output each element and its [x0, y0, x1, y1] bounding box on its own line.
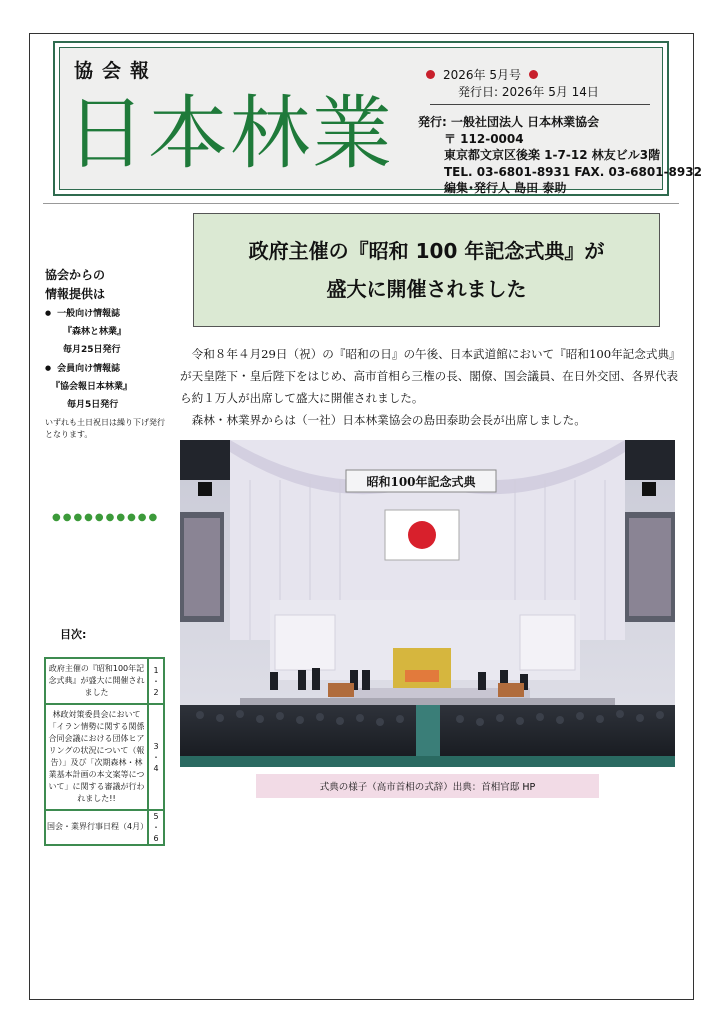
toc-item-pages	[149, 705, 163, 809]
toc-item-text: 国会・業界行事日程（4月）	[46, 811, 149, 844]
headline-line: 政府主催の『昭和 100 年記念式典』が	[248, 239, 605, 263]
toc-heading: 目次:	[60, 628, 87, 641]
newsletter-label: 協会報	[74, 60, 159, 82]
page-number: 4	[153, 763, 159, 773]
toc-item-pages	[149, 659, 163, 703]
headline-line: 盛大に開催されました	[326, 277, 527, 301]
sidebar-heading-line: 情報提供は	[45, 287, 106, 301]
page-separator: ・	[152, 676, 160, 686]
dots-divider: ●●●●●●●●●●	[52, 512, 160, 523]
ceremony-photo-illustration	[180, 440, 675, 767]
issue-date: 発行日: 2026年 5月 14日	[458, 85, 599, 99]
ceremony-photo	[180, 440, 675, 767]
page-number: 2	[153, 687, 159, 697]
divider	[430, 104, 650, 105]
toc-row[interactable]	[46, 811, 163, 844]
red-dot-icon	[426, 70, 435, 79]
sidebar-note: いずれも土日祝日は繰り下げ発行となります。	[45, 418, 165, 439]
sidebar-info	[45, 266, 165, 441]
address: 東京都文京区後楽 1-7-12 林友ビル3階	[444, 148, 661, 162]
sidebar-item: ● 会員向け情報誌	[45, 361, 165, 377]
page-number: 3	[153, 741, 159, 751]
page-separator: ・	[152, 752, 160, 762]
masthead-inner	[59, 47, 702, 195]
postal-code: 〒 112-0004	[444, 131, 524, 146]
page-separator: ・	[152, 823, 160, 832]
headline-box	[193, 213, 660, 327]
sidebar-heading	[45, 266, 165, 304]
sidebar-item-frequency: 毎月5日発行	[67, 400, 119, 410]
issue-number: 2026年 5月号	[443, 68, 521, 82]
article-body	[180, 343, 680, 431]
publisher-block	[418, 114, 702, 197]
tel-fax: TEL. 03-6801-8931 FAX. 03-6801-8932	[444, 164, 702, 179]
photo-caption: 式典の様子（高市首相の式辞）出典：首相官邸 HP	[256, 774, 599, 798]
sidebar-heading-line: 協会からの	[45, 268, 106, 282]
toc-row[interactable]	[46, 659, 163, 705]
newsletter-title: 日本林業	[66, 87, 394, 180]
page-number: 5	[153, 812, 159, 821]
masthead	[53, 41, 702, 196]
article-paragraph: 令和８年４月29日（祝）の『昭和の日』の午後、日本武道館において『昭和100年記念式典』が天皇陛下・皇后陛下をはじめ、高市首相ら三権の長、閣僚、国会議員、在日外交団、各界代表ら約１万人が出席して盛大に開催されました。	[180, 347, 679, 405]
sidebar-item-frequency: 毎月25日発行	[63, 345, 121, 355]
toc-item-pages	[149, 811, 163, 844]
sidebar-item-name: 『協会報日本林業』	[51, 382, 133, 392]
sidebar-item-name: 『森林と林業』	[63, 327, 127, 337]
page-number: 1	[153, 665, 159, 675]
editor: 編集･発行人 島田 泰助	[444, 181, 567, 195]
article-paragraph: 森林・林業界からは（一社）日本林業協会の島田泰助会長が出席しました。	[191, 413, 586, 427]
toc-row[interactable]	[46, 705, 163, 811]
header-divider	[43, 203, 679, 204]
sidebar-item: ● 一般向け情報誌	[45, 306, 165, 322]
toc-item-text: 政府主催の『昭和100年記念式典』が盛大に開催されました	[46, 659, 149, 703]
photo-banner-text: 昭和100年記念式典	[366, 475, 476, 489]
issue-line	[418, 66, 546, 83]
toc-item-text: 林政対策委員会において「イラン情勢に関する関係合同会議における団体ヒアリングの状況について（報告）」及び「次期森林・林業基本計画の本文案等について」に関する審議が行われました!!	[46, 705, 149, 809]
publisher: 発行: 一般社団法人 日本林業協会	[418, 115, 600, 129]
table-of-contents	[44, 657, 165, 846]
red-dot-icon	[529, 70, 538, 79]
page-number: 6	[153, 834, 159, 843]
